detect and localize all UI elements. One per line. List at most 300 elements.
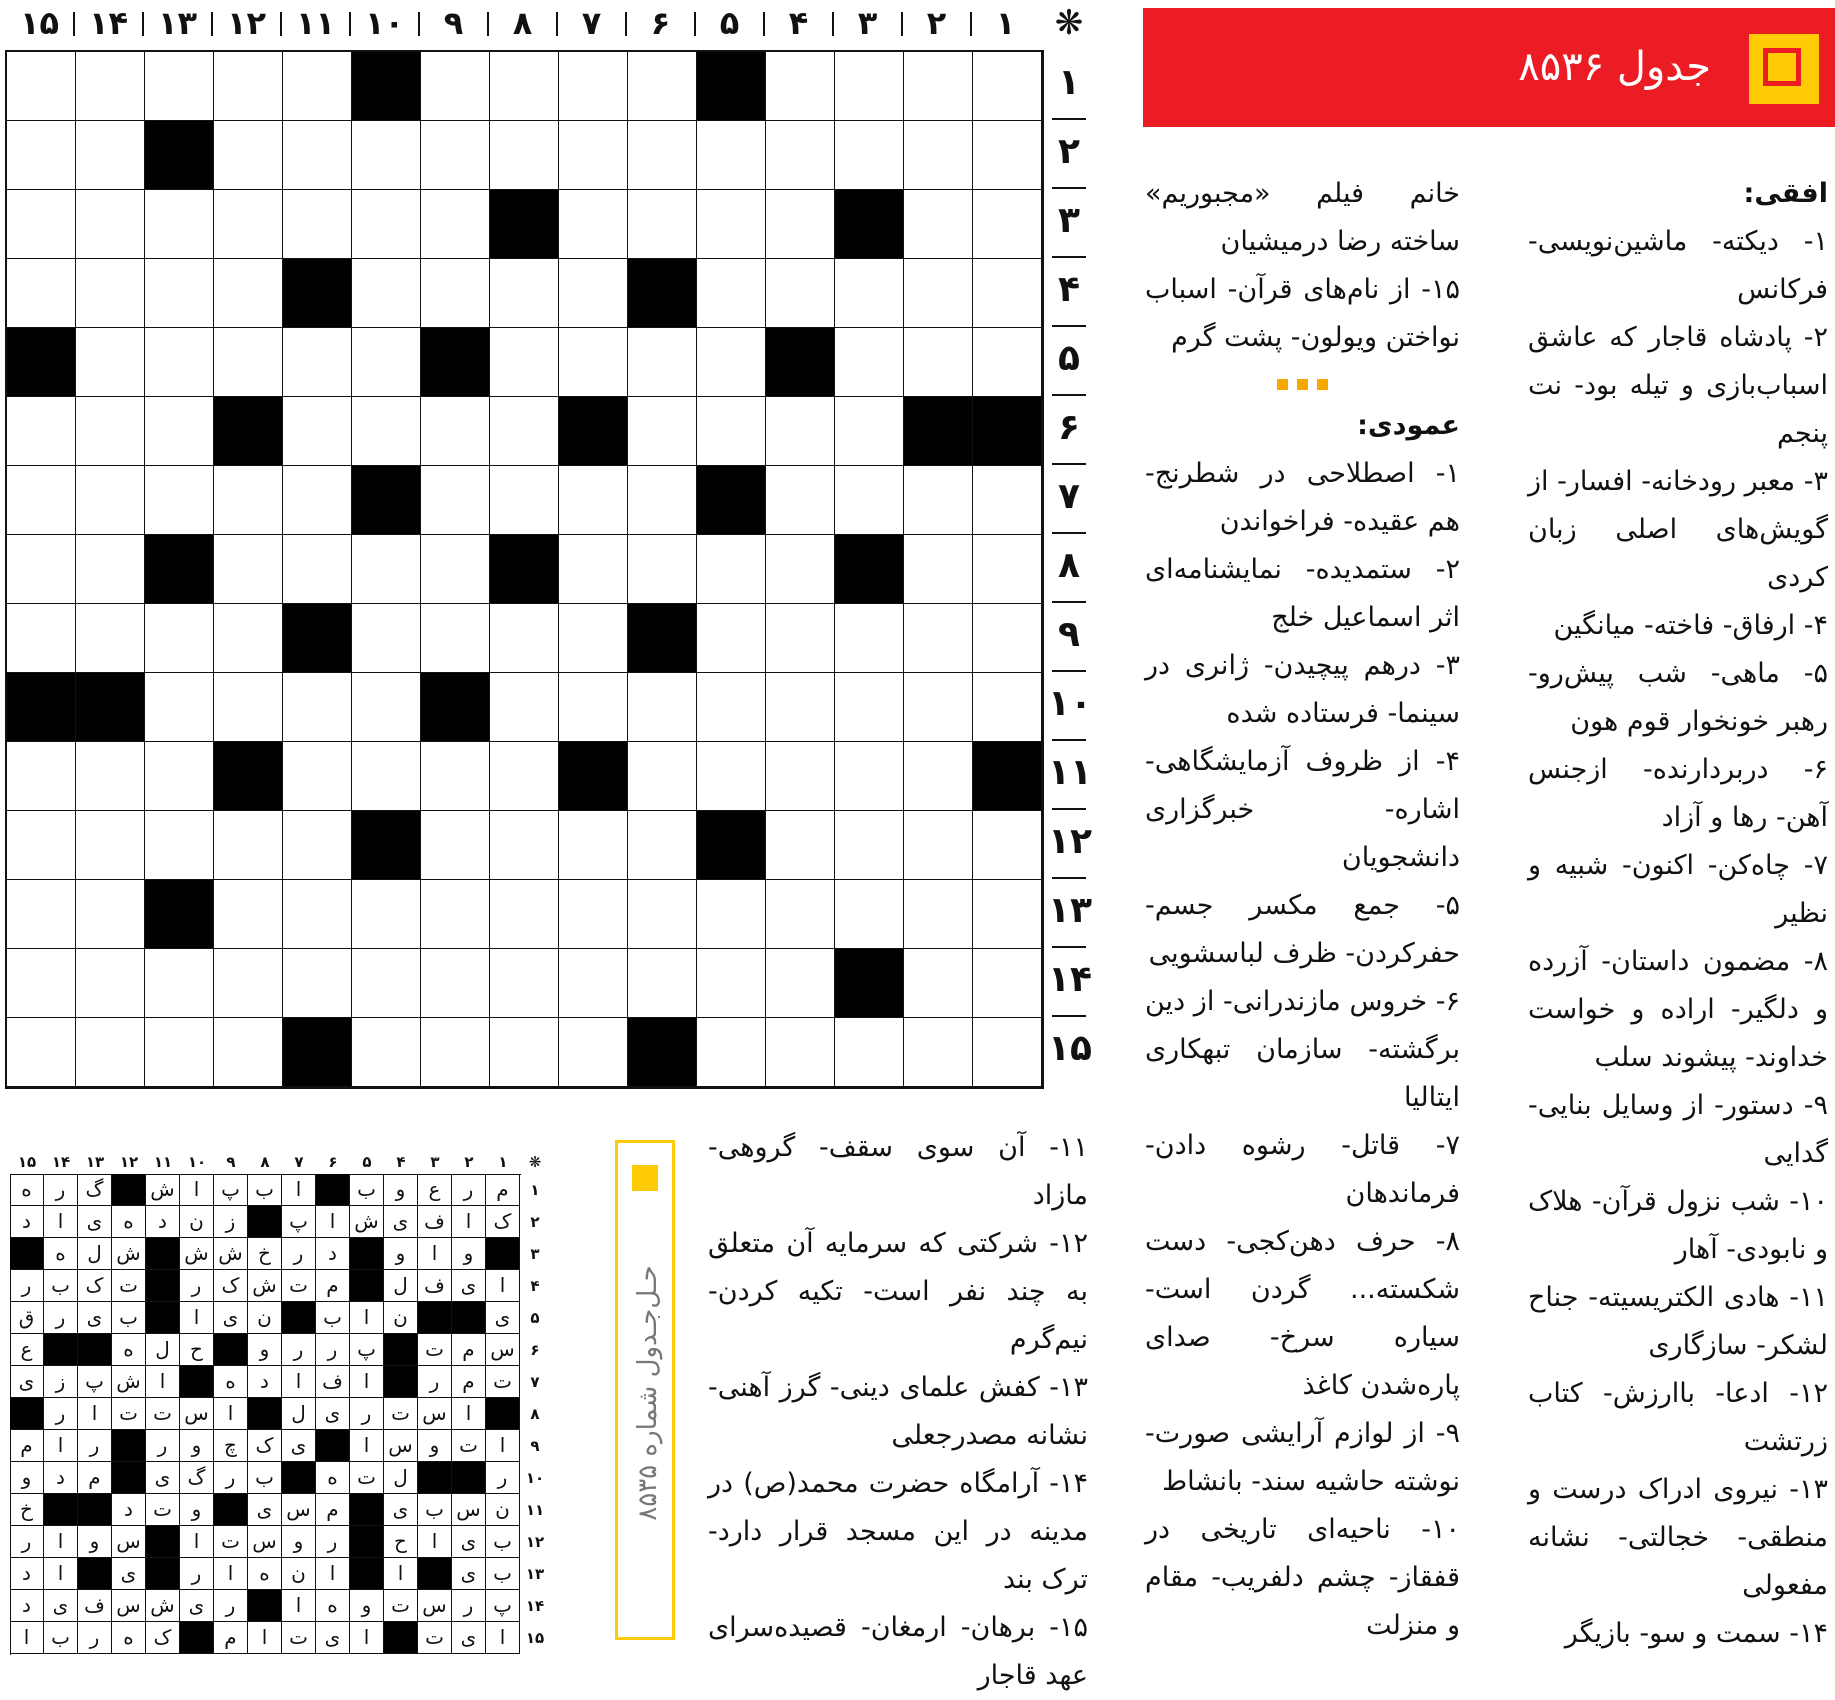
solution-black-cell	[418, 1302, 452, 1334]
grid-cell[interactable]	[214, 604, 283, 673]
solution-cell: ا	[44, 1206, 78, 1238]
clue-item: ۱۵- از نام‌های قرآن- اسباب نواختن ویولون- پشت گرم	[1145, 274, 1460, 353]
grid-cell[interactable]	[766, 397, 835, 466]
grid-cell[interactable]	[559, 811, 628, 880]
grid-cell[interactable]	[559, 259, 628, 328]
solution-cell: ی	[316, 1398, 350, 1430]
row-number: ۲	[1058, 131, 1080, 172]
grid-cell[interactable]	[835, 121, 904, 190]
grid-cell[interactable]	[559, 673, 628, 742]
grid-cell[interactable]	[766, 190, 835, 259]
row-number: ۱۱	[1048, 752, 1092, 793]
grid-cell[interactable]	[490, 1018, 559, 1087]
solution-cell: ی	[316, 1622, 350, 1654]
grid-cell[interactable]	[766, 259, 835, 328]
grid-cell[interactable]	[904, 466, 973, 535]
grid-cell[interactable]	[352, 259, 421, 328]
grid-cell[interactable]	[973, 673, 1042, 742]
grid-cell[interactable]	[7, 121, 76, 190]
solution-cell: س	[112, 1526, 146, 1558]
grid-cell[interactable]	[697, 121, 766, 190]
grid-cell[interactable]	[697, 535, 766, 604]
grid-cell[interactable]	[904, 880, 973, 949]
grid-cell[interactable]	[352, 397, 421, 466]
grid-cell[interactable]	[76, 880, 145, 949]
grid-cell[interactable]	[490, 52, 559, 121]
grid-cell[interactable]	[973, 121, 1042, 190]
grid-cell[interactable]	[352, 535, 421, 604]
grid-cell[interactable]	[973, 259, 1042, 328]
clue-item: ۳- درهم پیچیدن- ژانری در سینما- فرستاده شده	[1145, 650, 1460, 729]
grid-cell[interactable]	[7, 604, 76, 673]
solution-cell: ی	[78, 1302, 112, 1334]
grid-cell[interactable]	[766, 1018, 835, 1087]
grid-cell[interactable]	[697, 604, 766, 673]
grid-cell[interactable]	[628, 880, 697, 949]
grid-cell[interactable]	[904, 121, 973, 190]
grid-cell[interactable]	[904, 259, 973, 328]
grid-cell[interactable]	[697, 742, 766, 811]
grid-cell[interactable]	[214, 880, 283, 949]
grid-cell[interactable]	[973, 535, 1042, 604]
grid-cell[interactable]	[559, 52, 628, 121]
grid-cell[interactable]	[904, 1018, 973, 1087]
black-cell	[214, 742, 283, 811]
grid-cell[interactable]	[421, 259, 490, 328]
black-cell	[559, 397, 628, 466]
solution-cell: ه	[44, 1238, 78, 1270]
grid-cell[interactable]	[76, 466, 145, 535]
grid-cell[interactable]	[490, 121, 559, 190]
grid-cell[interactable]	[145, 949, 214, 1018]
grid-cell[interactable]	[145, 397, 214, 466]
grid-cell[interactable]	[628, 811, 697, 880]
grid-cell[interactable]	[835, 259, 904, 328]
solution-cell: ر	[214, 1590, 248, 1622]
grid-cell[interactable]	[904, 190, 973, 259]
solution-cell: ن	[384, 1302, 418, 1334]
grid-cell[interactable]	[283, 949, 352, 1018]
grid-cell[interactable]	[76, 949, 145, 1018]
grid-cell[interactable]	[421, 1018, 490, 1087]
grid-cell[interactable]	[766, 742, 835, 811]
grid-cell[interactable]	[490, 949, 559, 1018]
grid-cell[interactable]	[490, 811, 559, 880]
clue-item: ۴- ارفاق- فاخته- میانگین	[1553, 610, 1828, 641]
grid-cell[interactable]	[835, 811, 904, 880]
grid-cell[interactable]	[283, 535, 352, 604]
clue-item: ۱۲- ادعا- باارزش- کتاب زرتشت	[1528, 1378, 1828, 1457]
grid-cell[interactable]	[352, 604, 421, 673]
clue-item: ۹- دستور- از وسایل بنایی- گدایی	[1528, 1090, 1828, 1169]
solution-cell: ک	[214, 1270, 248, 1302]
solution-black-cell	[384, 1622, 418, 1654]
grid-cell[interactable]	[628, 52, 697, 121]
solution-cell: ر	[78, 1622, 112, 1654]
grid-cell[interactable]	[697, 673, 766, 742]
solution-cell: ر	[78, 1430, 112, 1462]
black-cell	[421, 673, 490, 742]
grid-cell[interactable]	[421, 397, 490, 466]
grid-cell[interactable]	[283, 121, 352, 190]
grid-cell[interactable]	[214, 52, 283, 121]
grid-cell[interactable]	[490, 328, 559, 397]
grid-cell[interactable]	[766, 466, 835, 535]
solution-cell: ر	[316, 1334, 350, 1366]
grid-cell[interactable]	[559, 604, 628, 673]
black-cell	[283, 604, 352, 673]
solution-black-cell	[350, 1558, 384, 1590]
solution-black-cell	[112, 1462, 146, 1494]
solution-cell: ف	[418, 1270, 452, 1302]
grid-cell[interactable]	[145, 52, 214, 121]
solution-row-number: ۱۴	[525, 1597, 545, 1615]
solution-cell: ت	[384, 1398, 418, 1430]
grid-cell[interactable]	[352, 1018, 421, 1087]
grid-cell[interactable]	[490, 259, 559, 328]
grid-cell[interactable]	[904, 673, 973, 742]
solution-row-number: ۱۲	[525, 1533, 545, 1551]
row-number: ۳	[1058, 200, 1080, 241]
clue-item: ۱۴- سمت و سو- بازیگر	[1564, 1618, 1828, 1649]
grid-cell[interactable]	[352, 742, 421, 811]
solution-cell: پ	[282, 1206, 316, 1238]
solution-cell: ه	[316, 1462, 350, 1494]
black-cell	[352, 52, 421, 121]
grid-cell[interactable]	[7, 1018, 76, 1087]
grid-cell[interactable]	[628, 466, 697, 535]
solution-black-cell	[78, 1334, 112, 1366]
grid-cell[interactable]	[766, 121, 835, 190]
grid-cell[interactable]	[904, 604, 973, 673]
solution-cell: ت	[282, 1270, 316, 1302]
solution-cell: و	[384, 1174, 418, 1206]
solution-column-number: ۱۴	[51, 1153, 71, 1171]
grid-cell[interactable]	[352, 673, 421, 742]
grid-cell[interactable]	[559, 466, 628, 535]
grid-cell[interactable]	[76, 121, 145, 190]
solution-cell: ا	[78, 1398, 112, 1430]
solution-column-number: ۱۳	[85, 1153, 105, 1171]
grid-cell[interactable]	[628, 535, 697, 604]
solution-row-number: ۱۵	[525, 1629, 545, 1647]
horizontal-clue-list	[1528, 218, 1828, 1658]
grid-cell[interactable]	[214, 949, 283, 1018]
solution-cell: س	[384, 1430, 418, 1462]
solution-cell: ت	[214, 1526, 248, 1558]
grid-cell[interactable]	[352, 880, 421, 949]
grid-cell[interactable]	[283, 52, 352, 121]
grid-cell[interactable]	[628, 190, 697, 259]
clue-item: ۲- ستمدیده- نمایشنامه‌ای اثر اسماعیل خلج	[1145, 554, 1460, 633]
solution-cell: پ	[486, 1590, 520, 1622]
black-cell	[490, 190, 559, 259]
grid-cell[interactable]	[214, 190, 283, 259]
solution-cell: ک	[486, 1206, 520, 1238]
solution-black-cell	[282, 1462, 316, 1494]
grid-cell[interactable]	[835, 466, 904, 535]
grid-cell[interactable]	[145, 742, 214, 811]
grid-cell[interactable]	[421, 604, 490, 673]
solution-black-cell	[10, 1238, 44, 1270]
grid-cell[interactable]	[283, 673, 352, 742]
grid-cell[interactable]	[697, 397, 766, 466]
grid-cell[interactable]	[421, 535, 490, 604]
solution-cell: ا	[350, 1366, 384, 1398]
grid-cell[interactable]	[7, 259, 76, 328]
grid-cell[interactable]	[76, 535, 145, 604]
solution-cell: ی	[384, 1206, 418, 1238]
grid-cell[interactable]	[766, 535, 835, 604]
solution-cell: ر	[214, 1462, 248, 1494]
solution-black-cell	[44, 1494, 78, 1526]
solution-black-cell	[350, 1494, 384, 1526]
grid-cell[interactable]	[7, 949, 76, 1018]
clue-item: ۱۰- ناحیه‌ای تاریخی در قفقاز- چشم دلفریب- مقام و منزلت	[1145, 1514, 1460, 1641]
grid-cell[interactable]	[283, 190, 352, 259]
grid-cell[interactable]	[766, 673, 835, 742]
column-number: ۷	[581, 4, 602, 42]
solution-cell: ر	[282, 1238, 316, 1270]
grid-cell[interactable]	[283, 328, 352, 397]
solution-grid	[10, 1150, 580, 1649]
grid-cell[interactable]	[421, 190, 490, 259]
black-cell	[352, 466, 421, 535]
grid-cell[interactable]	[352, 328, 421, 397]
grid-cell[interactable]	[628, 742, 697, 811]
black-cell	[490, 535, 559, 604]
grid-cell[interactable]	[835, 880, 904, 949]
grid-cell[interactable]	[7, 190, 76, 259]
solution-cell: خ	[248, 1238, 282, 1270]
solution-black-cell	[146, 1302, 180, 1334]
solution-cell: ن	[180, 1206, 214, 1238]
grid-cell[interactable]	[628, 673, 697, 742]
grid-cell[interactable]	[145, 673, 214, 742]
grid-cell[interactable]	[421, 121, 490, 190]
solution-cell: ا	[316, 1206, 350, 1238]
grid-cell[interactable]	[76, 52, 145, 121]
grid-cell[interactable]	[559, 880, 628, 949]
grid-cell[interactable]	[766, 811, 835, 880]
grid-cell[interactable]	[973, 1018, 1042, 1087]
grid-cell[interactable]	[214, 466, 283, 535]
grid-cell[interactable]	[76, 397, 145, 466]
solution-cell: و	[248, 1334, 282, 1366]
grid-cell[interactable]	[76, 1018, 145, 1087]
grid-cell[interactable]	[214, 121, 283, 190]
grid-cell[interactable]	[835, 742, 904, 811]
grid-cell[interactable]	[145, 259, 214, 328]
column-number: ۱۲	[226, 4, 267, 42]
solution-cell: ی	[248, 1494, 282, 1526]
solution-cell: م	[10, 1430, 44, 1462]
grid-cell[interactable]	[214, 1018, 283, 1087]
grid-cell[interactable]	[214, 673, 283, 742]
solution-cell: ه	[316, 1590, 350, 1622]
grid-cell[interactable]	[214, 259, 283, 328]
grid-cell[interactable]	[628, 328, 697, 397]
grid-cell[interactable]	[904, 949, 973, 1018]
grid-cell[interactable]	[697, 259, 766, 328]
grid-cell[interactable]	[973, 52, 1042, 121]
solution-cell: م	[78, 1462, 112, 1494]
solution-cell: ا	[350, 1430, 384, 1462]
grid-cell[interactable]	[973, 811, 1042, 880]
grid-cell[interactable]	[490, 673, 559, 742]
solution-cell: و	[180, 1494, 214, 1526]
grid-cell[interactable]	[283, 811, 352, 880]
grid-cell[interactable]	[7, 742, 76, 811]
clue-item: ۸- مضمون داستان- آزرده و دلگیر- اراده و خواست خداوند- پیشوند سلب	[1528, 946, 1828, 1073]
grid-cell[interactable]	[559, 949, 628, 1018]
solution-black-cell	[248, 1590, 282, 1622]
grid-cell[interactable]	[76, 604, 145, 673]
grid-cell[interactable]	[697, 949, 766, 1018]
grid-cell[interactable]	[421, 742, 490, 811]
grid-cell[interactable]	[7, 397, 76, 466]
grid-cell[interactable]	[835, 52, 904, 121]
black-cell	[283, 1018, 352, 1087]
column-number: ۶	[650, 4, 671, 42]
solution-black-cell	[282, 1302, 316, 1334]
solution-cell: ا	[248, 1622, 282, 1654]
grid-cell[interactable]	[973, 328, 1042, 397]
clue-item: ۱۰- شب نزول قرآن- هلاک و نابودی- آهار	[1528, 1186, 1828, 1265]
grid-cell[interactable]	[421, 466, 490, 535]
grid-cell[interactable]	[559, 535, 628, 604]
grid-cell[interactable]	[628, 121, 697, 190]
grid-cell[interactable]	[835, 673, 904, 742]
grid-cell[interactable]	[283, 742, 352, 811]
grid-cell[interactable]	[973, 190, 1042, 259]
grid-cell[interactable]	[490, 466, 559, 535]
grid-cell[interactable]	[214, 811, 283, 880]
grid-cell[interactable]	[283, 397, 352, 466]
solution-black-cell	[486, 1238, 520, 1270]
grid-cell[interactable]	[145, 811, 214, 880]
grid-cell[interactable]	[766, 949, 835, 1018]
grid-cell[interactable]	[490, 880, 559, 949]
solution-black-cell	[214, 1334, 248, 1366]
grid-cell[interactable]	[973, 604, 1042, 673]
grid-cell[interactable]	[145, 190, 214, 259]
grid-cell[interactable]	[973, 880, 1042, 949]
grid-cell[interactable]	[835, 604, 904, 673]
grid-cell[interactable]	[214, 328, 283, 397]
solution-cell: ل	[384, 1270, 418, 1302]
grid-cell[interactable]	[697, 880, 766, 949]
grid-cell[interactable]	[283, 466, 352, 535]
grid-cell[interactable]	[352, 190, 421, 259]
grid-cell[interactable]	[628, 949, 697, 1018]
grid-cell[interactable]	[76, 328, 145, 397]
grid-cell[interactable]	[421, 811, 490, 880]
grid-cell[interactable]	[835, 397, 904, 466]
grid-cell[interactable]	[145, 328, 214, 397]
grid-cell[interactable]	[7, 52, 76, 121]
black-cell	[145, 880, 214, 949]
clue-item: ۷- قاتل- رشوه دادن- فرماندهان	[1145, 1130, 1460, 1209]
grid-cell[interactable]	[697, 328, 766, 397]
black-cell	[697, 811, 766, 880]
solution-cell: ا	[418, 1238, 452, 1270]
grid-cell[interactable]	[697, 1018, 766, 1087]
grid-cell[interactable]	[490, 742, 559, 811]
grid-cell[interactable]	[904, 535, 973, 604]
grid-cell[interactable]	[904, 811, 973, 880]
grid-cell[interactable]	[628, 397, 697, 466]
grid-cell[interactable]	[7, 535, 76, 604]
solution-black-cell	[350, 1270, 384, 1302]
solution-black-cell	[214, 1494, 248, 1526]
grid-cell[interactable]	[76, 259, 145, 328]
solution-cell: ش	[112, 1366, 146, 1398]
grid-cell[interactable]	[490, 604, 559, 673]
grid-cell[interactable]	[76, 190, 145, 259]
grid-cell[interactable]	[559, 1018, 628, 1087]
grid-cell[interactable]	[283, 880, 352, 949]
grid-cell[interactable]	[559, 121, 628, 190]
grid-cell[interactable]	[145, 604, 214, 673]
grid-cell[interactable]	[421, 949, 490, 1018]
grid-cell[interactable]	[490, 397, 559, 466]
grid-cell[interactable]	[904, 742, 973, 811]
grid-cell[interactable]	[352, 121, 421, 190]
grid-cell[interactable]	[559, 328, 628, 397]
grid-cell[interactable]	[973, 466, 1042, 535]
grid-cell[interactable]	[76, 811, 145, 880]
grid-cell[interactable]	[7, 880, 76, 949]
grid-cell[interactable]	[766, 52, 835, 121]
solution-cell: و	[282, 1526, 316, 1558]
solution-cell: ا	[486, 1430, 520, 1462]
black-cell	[766, 328, 835, 397]
grid-cell[interactable]	[904, 328, 973, 397]
grid-cell[interactable]	[421, 880, 490, 949]
grid-cell[interactable]	[352, 949, 421, 1018]
grid-cell[interactable]	[766, 880, 835, 949]
solution-cell: ا	[486, 1622, 520, 1654]
grid-cell[interactable]	[835, 328, 904, 397]
grid-cell[interactable]	[904, 52, 973, 121]
grid-cell[interactable]	[7, 811, 76, 880]
solution-black-cell	[78, 1494, 112, 1526]
solution-cell: ب	[486, 1526, 520, 1558]
grid-cell[interactable]	[214, 535, 283, 604]
solution-cell: ش	[214, 1238, 248, 1270]
grid-cell[interactable]	[145, 466, 214, 535]
grid-cell[interactable]	[973, 949, 1042, 1018]
grid-cell[interactable]	[421, 52, 490, 121]
grid-cell[interactable]	[835, 1018, 904, 1087]
column-number: ۱۵	[19, 4, 60, 42]
grid-cell[interactable]	[76, 742, 145, 811]
grid-cell[interactable]	[7, 466, 76, 535]
grid-cell[interactable]	[697, 190, 766, 259]
column-number: ۹	[443, 4, 464, 42]
clues-horizontal-column	[1528, 170, 1828, 1658]
row-number: ۱	[1058, 62, 1080, 103]
solution-cell: د	[10, 1206, 44, 1238]
solution-cell: ا	[180, 1526, 214, 1558]
grid-cell[interactable]	[766, 604, 835, 673]
black-cell	[76, 673, 145, 742]
grid-cell[interactable]	[145, 1018, 214, 1087]
black-cell	[145, 121, 214, 190]
grid-cell[interactable]	[559, 190, 628, 259]
solution-cell: و	[418, 1430, 452, 1462]
